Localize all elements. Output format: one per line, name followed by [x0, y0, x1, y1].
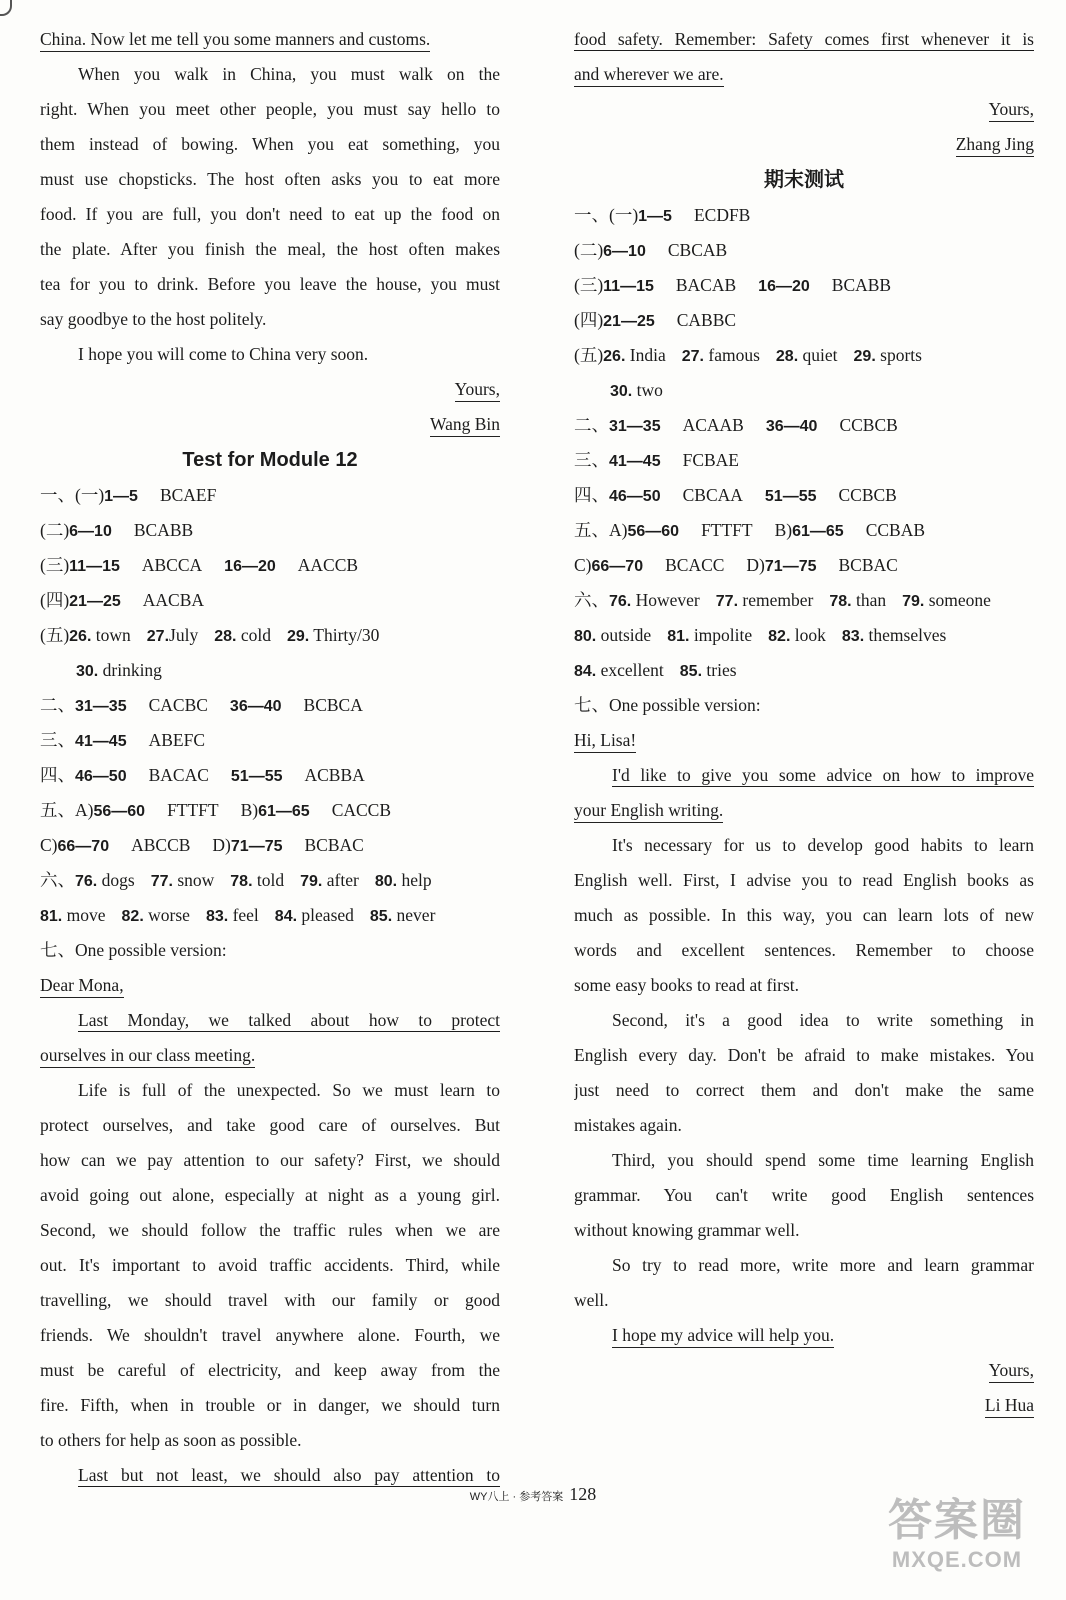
answer-row: 五、A)56—60 FTTFT B)61—65 CCBAB [574, 520, 926, 540]
answer-row: 三、41—45 ABEFC [40, 730, 205, 750]
text-line: I hope my advice will help you. [574, 1318, 1034, 1353]
answer-row: 四、46—50 CBCAA 51—55 CCBCB [574, 485, 897, 505]
text-line: So try to read more, write more and learn grammar [612, 1255, 1034, 1275]
text-line: food safety. Remember: Safety comes first whenever it is [574, 29, 1034, 49]
text-line: English well. First, I advise you to read English books as [574, 870, 1034, 890]
answer-row: 五、A)56—60 FTTFT B)61—65 CACCB [40, 800, 392, 820]
text-line: Third, you should spend some time learning English [612, 1150, 1034, 1170]
text-line: I hope you will come to China very soon. [78, 344, 369, 364]
answer-row: 七、One possible version: [40, 940, 227, 960]
text-line: grammar. You can't write good English sentences [574, 1185, 1034, 1205]
text-line: say goodbye to the host politely. [40, 309, 267, 329]
text-line: them instead of bowing. When you eat something, you [40, 134, 500, 154]
text-line: Life is full of the unexpected. So we must learn to [78, 1080, 500, 1100]
footer-label: WY八上 · 参考答案 [469, 1491, 564, 1503]
text-line: without knowing grammar well. [574, 1220, 800, 1240]
text-line: avoid going out alone, especially at night as a young girl. [40, 1185, 500, 1205]
letter-signature: Wang Bin [40, 407, 500, 442]
answer-row: (五)26. India 27. famous 28. quiet 29. sports [574, 345, 922, 365]
answer-row: 六、76. However 77. remember 78. than 79. someone [574, 590, 991, 610]
text-line: It's necessary for us to develop good habits to learn [612, 835, 1034, 855]
answer-row: (四)21—25 CABBC [574, 310, 737, 330]
page-number: 128 [569, 1484, 597, 1504]
answer-row: 六、76. dogs 77. snow 78. told 79. after 80. help [40, 870, 432, 890]
text-line: your English writing. [574, 793, 1034, 828]
answer-row: (三)11—15 BACAB 16—20 BCABB [574, 275, 892, 295]
text-line: ourselves in our class meeting. [40, 1038, 500, 1073]
text-line: I'd like to give you some advice on how to improve [612, 765, 1034, 785]
left-column [40, 22, 500, 1493]
answer-row: 84. excellent 85. tries [574, 660, 737, 680]
text-line: When you walk in China, you must walk on the [78, 64, 500, 84]
text-line: friends. We shouldn't travel anywhere alone. Fourth, we [40, 1325, 500, 1345]
answer-row: C)66—70 ABCCB D)71—75 BCBAC [40, 835, 364, 855]
answer-row: (二)6—10 CBCAB [574, 240, 728, 260]
text-line: travelling, we should travel with our family or good [40, 1290, 500, 1310]
watermark-url: MXQE.COM [891, 1547, 1023, 1572]
answer-row: 三、41—45 FCBAE [574, 450, 739, 470]
letter-greeting: Dear Mona, [40, 968, 500, 1003]
text-line: Last Monday, we talked about how to protect [78, 1010, 500, 1030]
answer-row: 二、31—35 ACAAB 36—40 CCBCB [574, 415, 898, 435]
test-title: Test for Module 12 [182, 449, 358, 471]
text-line: Second, it's a good idea to write something in [612, 1010, 1034, 1030]
answer-row: 80. outside 81. impolite 82. look 83. themselves [574, 625, 947, 645]
text-line: English every day. Don't be afraid to make mistakes. You [574, 1045, 1034, 1065]
text-line: much as possible. In this way, you can learn lots of new [574, 905, 1034, 925]
letter-closing: Yours, [574, 92, 1034, 127]
answer-row: 二、31—35 CACBC 36—40 BCBCA [40, 695, 363, 715]
test-title: 期末测试 [764, 169, 844, 191]
answer-row: 30. two [610, 380, 663, 400]
answer-row: 81. move 82. worse 83. feel 84. pleased 85. never [40, 905, 436, 925]
letter-greeting: Hi, Lisa! [574, 723, 1034, 758]
text-line: out. It's important to avoid traffic accidents. Third, while [40, 1255, 500, 1275]
text-line: mistakes again. [574, 1115, 682, 1135]
text-line: Last but not least, we should also pay attention to [78, 1465, 500, 1485]
text-line: and wherever we are. [574, 57, 1034, 92]
text-line: Second, we should follow the traffic rules when we are [40, 1220, 500, 1240]
letter-closing: Yours, [40, 372, 500, 407]
text-line: words and excellent sentences. Remember to choose [574, 940, 1034, 960]
letter-closing: Yours, [574, 1353, 1034, 1388]
text-line: some easy books to read at first. [574, 975, 800, 995]
text-line: well. [574, 1290, 609, 1310]
text-line: protect ourselves, and take good care of ourselves. But [40, 1115, 500, 1135]
text-line: to others for help as soon as possible. [40, 1430, 302, 1450]
answer-row: 一、(一)1—5 ECDFB [574, 205, 751, 225]
answer-row: (四)21—25 AACBA [40, 590, 205, 610]
answer-row: C)66—70 BCACC D)71—75 BCBAC [574, 555, 898, 575]
answer-row: 一、(一)1—5 BCAEF [40, 485, 217, 505]
corner-mark [0, 0, 12, 16]
answer-row: 四、46—50 BACAC 51—55 ACBBA [40, 765, 365, 785]
answer-row: 七、One possible version: [574, 695, 761, 715]
watermark-text: 答案圈 [888, 1496, 1026, 1545]
text-line: how can we pay attention to our safety? First, we should [40, 1150, 500, 1170]
text-line: must use chopsticks. The host often asks you to eat more [40, 169, 500, 189]
text-line: right. When you meet other people, you must say hello to [40, 99, 500, 119]
text-line: tea for you to drink. Before you leave the house, you must [40, 274, 500, 294]
text-line: just need to correct them and don't make the same [574, 1080, 1034, 1100]
answer-row: (五)26. town 27.July 28. cold 29. Thirty/30 [40, 625, 380, 645]
text-line: the plate. After you finish the meal, the host often makes [40, 239, 500, 259]
answer-row: 30. drinking [76, 660, 162, 680]
text-line: must be careful of electricity, and keep away from the [40, 1360, 500, 1380]
right-column [574, 22, 1034, 1423]
answer-row: (二)6—10 BCABB [40, 520, 194, 540]
watermark-logo [888, 1496, 1026, 1574]
text-line: China. Now let me tell you some manners and customs. [40, 22, 500, 57]
answer-row: (三)11—15 ABCCA 16—20 AACCB [40, 555, 359, 575]
letter-signature: Li Hua [574, 1388, 1034, 1423]
letter-signature: Zhang Jing [574, 127, 1034, 162]
text-line: food. If you are full, you don't need to eat up the food on [40, 204, 500, 224]
text-line: fire. Fifth, when in trouble or in danger, we should turn [40, 1395, 500, 1415]
